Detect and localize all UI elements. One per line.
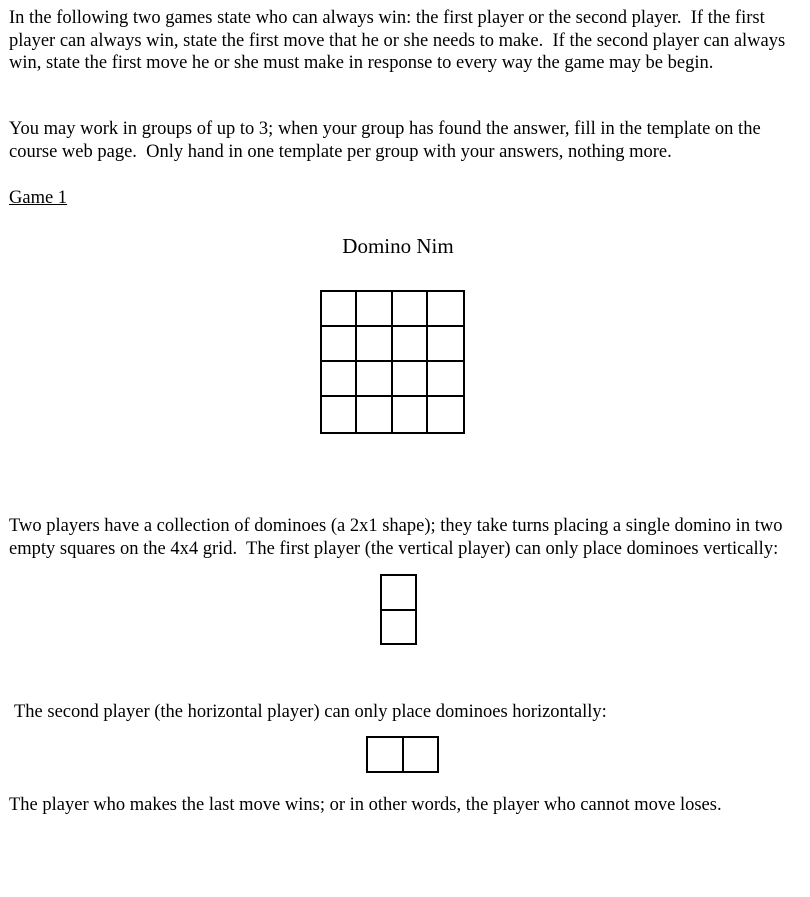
vertical-domino-diagram bbox=[380, 574, 417, 645]
grid-cell bbox=[322, 292, 357, 327]
vertical-domino-divider bbox=[382, 609, 415, 611]
game-1-heading: Game 1 bbox=[9, 188, 68, 208]
board-title: Domino Nim bbox=[342, 234, 454, 258]
grid-cell bbox=[393, 397, 428, 432]
grid-cell bbox=[428, 362, 463, 397]
horizontal-domino-diagram bbox=[366, 736, 439, 773]
grid-cell bbox=[322, 362, 357, 397]
horizontal-domino-divider bbox=[402, 738, 404, 771]
grid-cell bbox=[393, 292, 428, 327]
rules-paragraph: Two players have a collection of dominoes (a 2x1 shape); they take turns placing a single domino in two empty squares on the 4x4 grid. The first player (the vertical player) can only place dominoes vertically: bbox=[9, 516, 788, 559]
grid-cell bbox=[428, 327, 463, 362]
grid-cell bbox=[322, 397, 357, 432]
groups-paragraph: You may work in groups of up to 3; when your group has found the answer, fill in the template on the course web page. Only hand in one template per group with your answers, nothing more. bbox=[9, 119, 766, 162]
grid-cell bbox=[428, 292, 463, 327]
grid-cell bbox=[428, 397, 463, 432]
grid-cell bbox=[357, 327, 392, 362]
grid-cell bbox=[393, 362, 428, 397]
last-move-paragraph: The player who makes the last move wins; or in other words, the player who cannot move loses. bbox=[9, 795, 722, 815]
grid-cell bbox=[357, 362, 392, 397]
intro-paragraph: In the following two games state who can always win: the first player or the second player. If the first player can always win, state the first move that he or she needs to make. If the second player can always win, state the first move he or she must make in response to every way the game may be begin. bbox=[9, 8, 790, 73]
grid-cell bbox=[322, 327, 357, 362]
grid-cell bbox=[357, 397, 392, 432]
grid-cell bbox=[393, 327, 428, 362]
domino-grid-board bbox=[320, 290, 465, 434]
second-player-paragraph: The second player (the horizontal player) can only place dominoes horizontally: bbox=[14, 702, 607, 722]
grid-cell bbox=[357, 292, 392, 327]
